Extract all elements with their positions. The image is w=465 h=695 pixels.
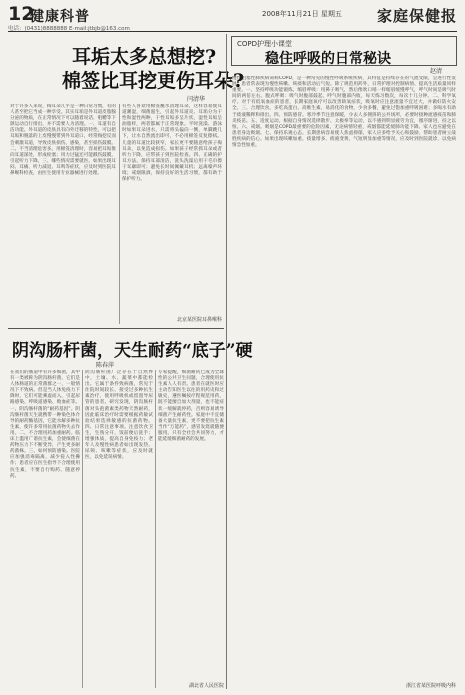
article1-credit: 北京某医院耳鼻喉科 xyxy=(176,317,222,323)
masthead: 家庭保健报 xyxy=(376,7,457,25)
article1-column-1: 对于许多人来说，掏耳朵几乎是一种日常习惯，有的人甚至把它当成一种享受。其实耳垢是外耳道皮脂腺分泌的物质，在正常情况下可以随着说话、咀嚼等下颌运动自行排出，并不需要人为清理。一、耳道有自洁功能。外耳道的皮肤具有向外迁移的特性，可以把耳垢和脱落的上皮慢慢带到外耳道口，经常掏挖反而会刺激耳道，导致皮肤损伤、感染，甚至损伤鼓膜。二、不当清理危害多。用棉签清理时，容易把耳垢推向耳道深处，形成栓塞；用力过猛还可能戳伤鼓膜，引起听力下降。三、哪些情况需要就医。如果出现耳闷、耳痛、听力减退、耳鸣等症状，应及时到医院耳鼻喉科检查，由医生使用专业器械进行处理。 xyxy=(10,104,116,177)
column-divider xyxy=(119,104,120,324)
article3-kicker: COPD护理小课堂 xyxy=(237,40,293,48)
article2-column-3: 专家提醒，细菌耐药已成为全球性的公共卫生问题，合理使用抗生素人人有责。患者在就医时应主动告知医生以往的用药史和过敏史，遵医嘱按疗程规范用药，既不能擅自加大剂量，也不能症状一缓解就停药，否则容易诱导细菌产生耐药性。家庭中不宜储备大量抗生素，更不要把抗生素当作“万能药”，感冒发烧就随便服用。只有全社会共同努力，才能延缓细菌耐药的发展。 xyxy=(158,370,224,443)
article2-column-2: 阴沟肠杆菌广泛存在于自然界中，土壤、水、蔬菜中都能检出。它属于条件致病菌，常见于住院时间较长、接受过多种抗生素治疗、使用呼吸机或留置导尿管的患者。研究发现，阴沟肠杆菌对头孢菌素类药物天然耐药，因此临床治疗时需要根据药敏试验结果选择敏感的抗菌药物。四、日常注意事项。注意饮食卫生，生熟分开，饭前便后洗手；增强体质，提高自身免疫力；老年人及慢性病患者如出现发热、尿频、咳嗽等症状，应及时就医，以免延误病情。 xyxy=(85,370,153,461)
article2-title: 阴沟肠杆菌，天生耐药“底子”硬 xyxy=(12,341,253,361)
column-divider xyxy=(82,370,83,688)
page-divider xyxy=(226,34,227,689)
article3-body: 慢性阻塞性肺疾病简称COPD，是一种常见的慢性呼吸系统疾病，其特征是持续存在的气流受限，呈进行性发展。患者常表现为慢性咳嗽、咳痰和活动后气短。除了规范用药外，日常护理对控制病情、提高生活质量同样重要。一、坚持呼吸功能锻炼。缩唇呼吸：用鼻子吸气，然后像吹口哨一样缩唇缓慢呼气，呼气时间是吸气时间的两倍左右。腹式呼吸：吸气时腹部鼓起，呼气时腹部内收，每天练习数次，每次十几分钟。二、科学氧疗。对于有低氧血症的患者，长期家庭氧疗可以改善缺氧症状，吸氧时应注意流量不宜过大，并做好防火安全。三、合理饮食。多吃高蛋白、高维生素、易消化的食物，少食多餐，避免过饱加重呼吸困难；多喝水有助于痰液稀释和排出。四、预防感冒。寒冷季节注意保暖，少去人多拥挤的公共场所，必要时接种流感疫苗和肺炎疫苗。五、适度运动。根据自身情况选择散步、太极拳等运动，以不感到明显疲劳为宜，循序渐进，持之以恒。六、戒烟。吸烟是COPD最重要的危险因素，无论病情轻重，戒烟都能延缓肺功能下降。家人也应避免在患者身边吸烟。七、保持乐观心态。长期患病容易使人焦虑抑郁，家人应多给予关心和鼓励，帮助患者树立战胜疾病的信心。如果出现咳嗽加重、痰量增多、痰液变黄、气短明显加重等情况，应及时到医院就诊，以免病情急性加重。 xyxy=(232,76,456,149)
article1-column-2: 有些人喜欢用棉签蘸水清理耳朵，这样容易使耳道潮湿，细菌滋生，引起外耳道炎。耳垢分为干性和湿性两种，干性耳垢多呈片状，湿性耳垢呈油脂样，两者都属于正常现象。平时洗澡、游泳时如果耳朵进水，只需将头偏向一侧，单脚跳几下，让水自然流出即可，不必用棉签反复擦拭。儿童的耳道比较狭窄，家长更不要随意给孩子掏耳朵，以免造成损伤。如果孩子经常抓耳朵或者听力下降，应带孩子到医院检查。四、正确的护耳方法。保持耳部清洁，洗头洗澡后用干毛巾擦干耳廓即可；避免长时间佩戴耳机；远离噪声环境；戒烟限酒，保持良好的生活习惯，都有助于保护听力。 xyxy=(122,104,222,183)
article1-author: 闫清华 xyxy=(187,96,206,103)
header-rule xyxy=(8,31,457,32)
article2-column-1: 在我们的肠道中有许多细菌，其中有一类被称为阴沟肠杆菌，它们是人体肠道的正常菌群之一，一般情况下不致病。但是当人体免疫力下降时，它们可能乘虚而入，引起尿路感染、呼吸道感染、败血症等。一、阴沟肠杆菌的“耐药基因”。阴沟肠杆菌天生就携带一种染色体介导的耐药酶基因，它能水解多种抗生素，使许多常用抗菌药物失去作用。二、不合理用药加重耐药。临床上滥用广谱抗生素，会使细菌在药物压力下不断变异，产生更多耐药菌株。三、如何预防感染。医院应加强消毒隔离，减少侵入性操作；患者应在医生指导下合理使用抗生素，不要自行购药、随意停药。 xyxy=(10,370,80,479)
edition-line: 电话：(0431)8888888 E-mail:jtbjb@163.com xyxy=(8,26,130,32)
article3-title: 稳住呼吸的日常秘诀 xyxy=(265,51,391,67)
article1-title-line2: 棉签比耳挖更伤耳朵? xyxy=(62,70,245,92)
section-title: 健康科普 xyxy=(30,9,90,25)
article3-credit: 浙江省某医院呼吸内科 xyxy=(405,683,456,689)
article1-title-line1: 耳垢太多总想挖? xyxy=(72,46,217,68)
article2-credit: 湖北省人民医院 xyxy=(188,683,224,689)
article-divider xyxy=(8,328,224,329)
article2-author: 陈春萍 xyxy=(96,362,115,369)
column-divider xyxy=(155,370,156,688)
page-number: 12 xyxy=(8,3,35,25)
article3-author: 赵清 xyxy=(430,68,443,75)
issue-date: 2008年11月21日 星期五 xyxy=(262,10,342,18)
